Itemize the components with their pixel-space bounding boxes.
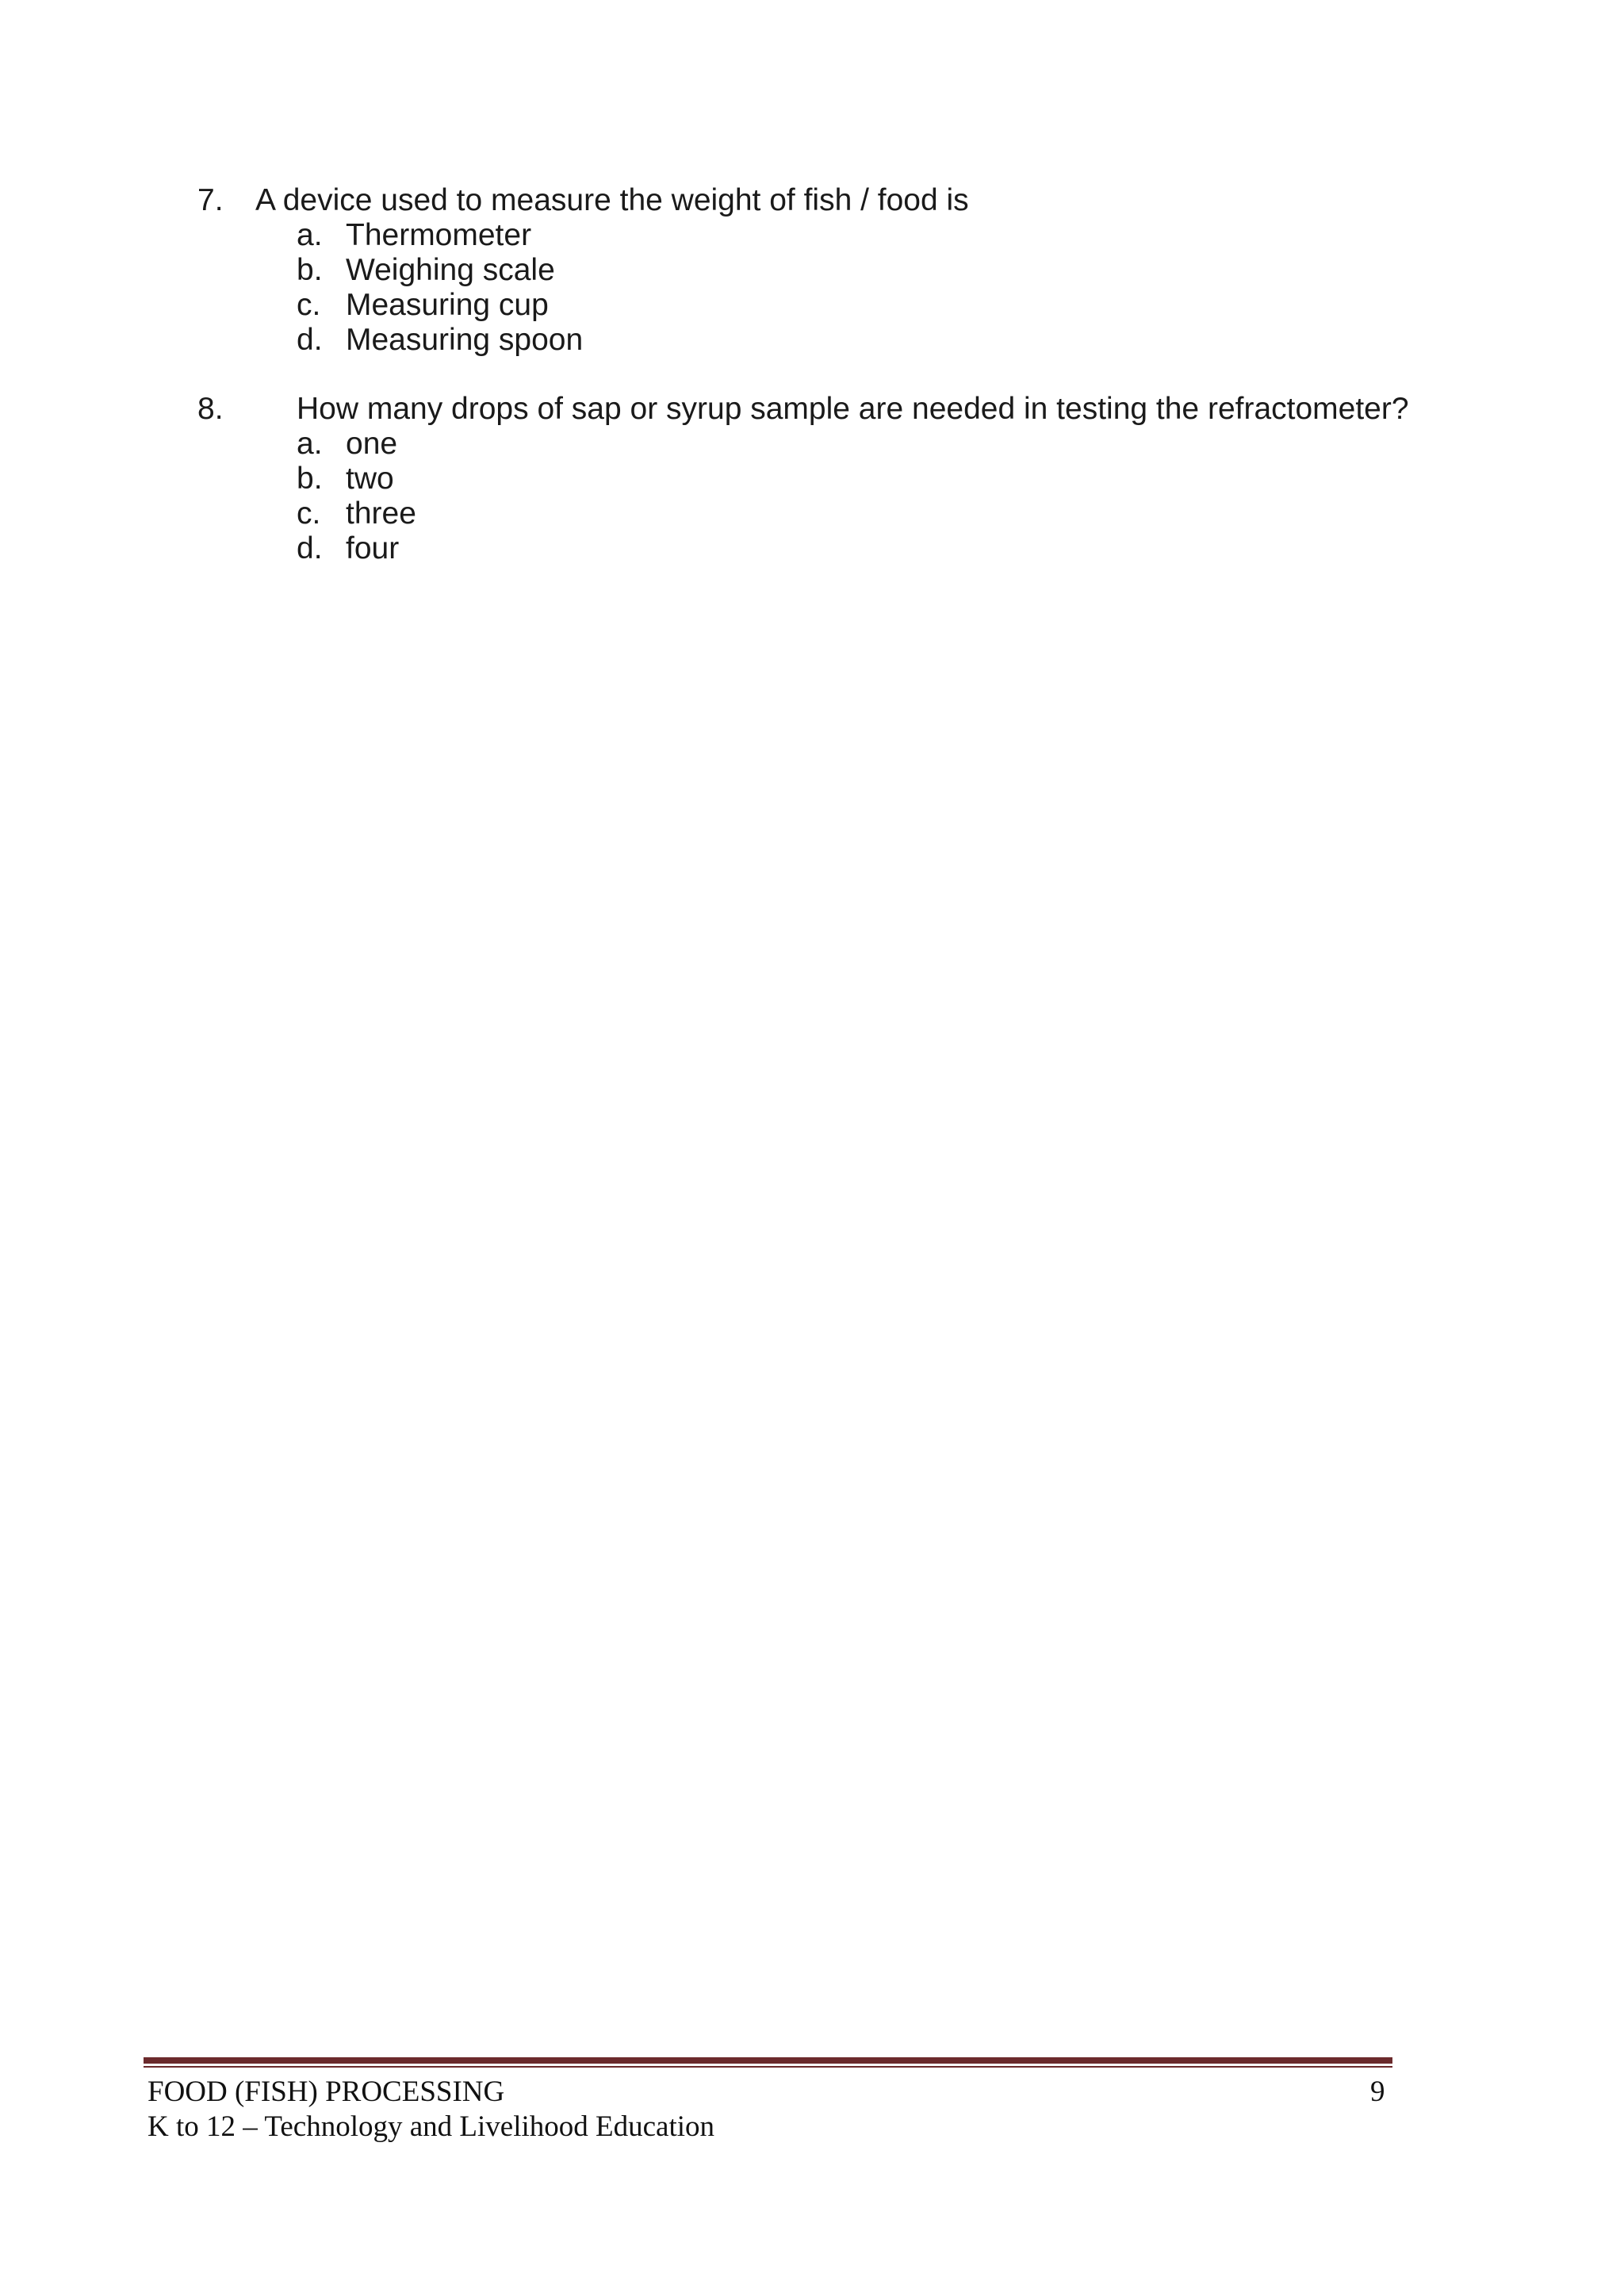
question-number: 8. [197,392,224,426]
option-text: Measuring spoon [346,323,584,357]
footer-subtitle: K to 12 – Technology and Livelihood Education [147,2110,715,2143]
footer-title: FOOD (FISH) PROCESSING [147,2076,505,2108]
option-letter: d. [297,531,323,565]
option-text: one [346,427,398,461]
option-letter: a. [297,427,323,461]
option-text: two [346,462,394,496]
option-text: three [346,496,416,531]
option-text: Measuring cup [346,288,549,322]
question-text: A device used to measure the weight of fish / food is [255,183,969,217]
option-letter: b. [297,462,323,496]
question-text: How many drops of sap or syrup sample are needed in testing the refractometer? [297,392,1409,426]
footer-rule-thin [144,2066,1392,2068]
option-letter: d. [297,323,323,357]
question-number: 7. [197,183,224,217]
footer-rule [144,2057,1392,2064]
option-text: four [346,531,400,565]
option-letter: c. [297,288,321,322]
option-letter: c. [297,496,321,531]
page-number: 9 [1370,2076,1385,2108]
option-text: Weighing scale [346,253,555,287]
option-letter: b. [297,253,323,287]
option-text: Thermometer [346,218,532,252]
option-letter: a. [297,218,323,252]
